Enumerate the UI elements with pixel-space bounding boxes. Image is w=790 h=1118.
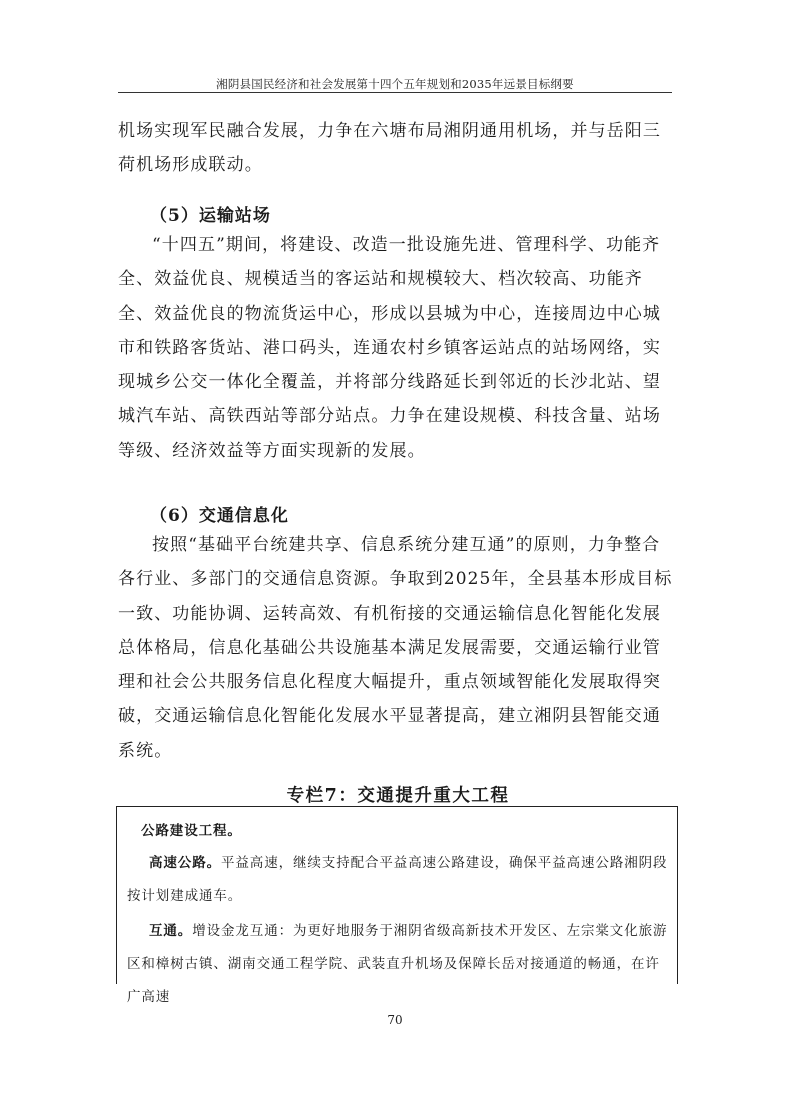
- box-highway-text: 平益高速，继续支持配合平益高速公路建设，确保平益高速公路湘阴段按计划建成通车。: [127, 855, 668, 904]
- page-number: 70: [387, 1013, 403, 1027]
- column-box: [116, 806, 678, 1005]
- box-highway-label: 高速公路。: [149, 855, 221, 871]
- box-interchange-label: 互通。: [149, 923, 193, 939]
- box-road-title: 公路建设工程。: [141, 823, 242, 839]
- paragraph-traffic-informatization: 按照“基础平台统建共享、信息系统分建互通”的原则，力争整合各行业、多部门的交通信息资源。争取到2025年，全县基本形成目标一致、功能协调、运转高效、有机衔接的交通运输信息化智能化发展总体格局，信息化基础公共设施基本满足发展需要，交通运输行业管理和社会公共服务信息化程度大幅提升，重点领域智能化发展取得突破，交通运输信息化智能化发展水平显著提高，建立湘阴县智能交通系统。: [118, 535, 673, 761]
- heading-transport-stations: （5）运输站场: [150, 206, 271, 226]
- box-interchange-text: 增设金龙互通：为更好地服务于湘阴省级高新技术开发区、左宗棠文化旅游区和樟树古镇、湖南交通工程学院、武装直升机场及保障长岳对接通道的畅通，在许广高速: [127, 923, 668, 1005]
- box-item-road-construction: [141, 815, 686, 848]
- header-rule: [118, 92, 672, 93]
- paragraph-transport-stations: “十四五”期间，将建设、改造一批设施先进、管理科学、功能齐全、效益优良、规模适当的客运站和规模较大、档次较高、功能齐全、效益优良的物流货运中心，形成以县城为中心，连接周边中心城市和铁路客货站、港口码头，连通农村乡镇客运站点的站场网络，实现城乡公交一体化全覆盖，并将部分线路延长到邻近的长沙北站、望城汽车站、高铁西站等部分站点。力争在建设规模、科技含量、站场等级、经济效益等方面实现新的发展。: [118, 235, 661, 461]
- paragraph-airport: 机场实现军民融合发展，力争在六塘布局湘阴通用机场，并与岳阳三荷机场形成联动。: [118, 121, 661, 176]
- box-item-interchange: [127, 915, 672, 1014]
- heading-traffic-informatization: （6）交通信息化: [150, 506, 289, 526]
- box-item-highway: [127, 847, 672, 913]
- running-header: 湘阴县国民经济和社会发展第十四个五年规划和2035年远景目标纲要: [216, 77, 574, 91]
- column-box-title: 专栏7：交通提升重大工程: [286, 786, 510, 806]
